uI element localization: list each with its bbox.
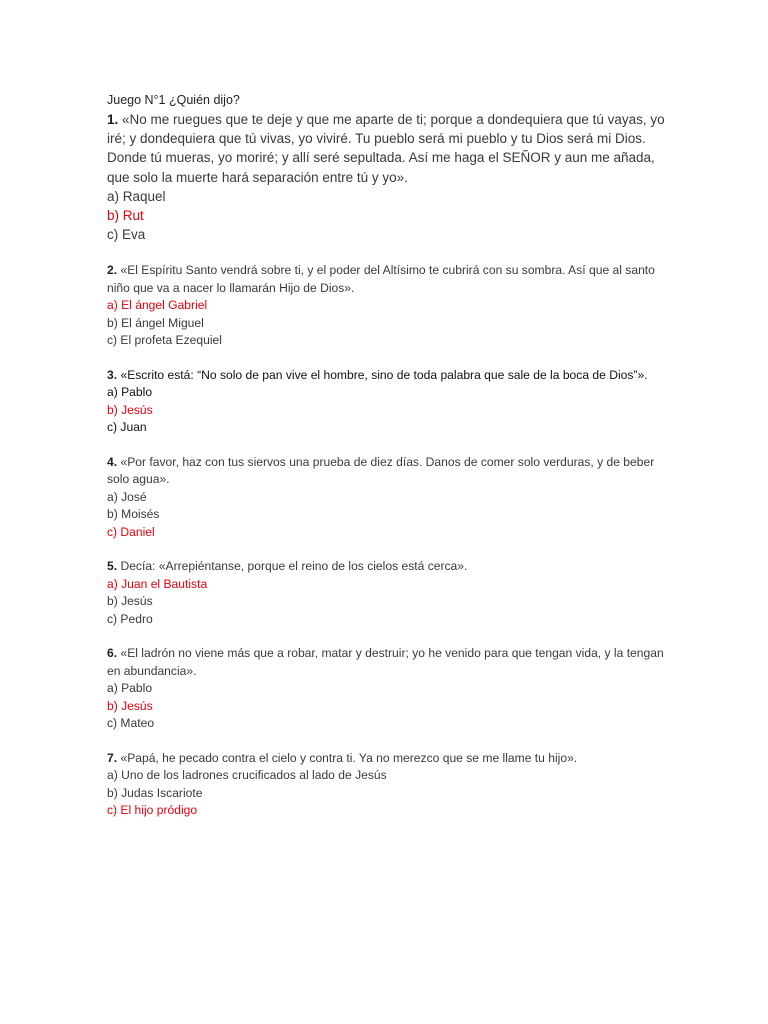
option-c-correct: c) Daniel xyxy=(107,524,155,539)
option-c: c) El profeta Ezequiel xyxy=(107,333,222,348)
option-c-correct: c) El hijo pródigo xyxy=(107,803,198,818)
question-5 xyxy=(107,558,667,628)
option-a-correct: a) Juan el Bautista xyxy=(107,576,208,591)
question-number: 5. xyxy=(107,559,118,574)
question-text xyxy=(107,750,667,768)
question-quote: «Papá, he pecado contra el cielo y contra ti. Ya no merezco que se me llame tu hijo». xyxy=(120,750,578,765)
option-b: b) El ángel Miguel xyxy=(107,315,204,330)
question-1 xyxy=(107,110,667,244)
option-b: b) Jesús xyxy=(107,594,153,609)
question-text xyxy=(107,367,667,385)
question-2 xyxy=(107,262,667,350)
option-b: b) Moisés xyxy=(107,507,160,522)
option-b-correct: b) Rut xyxy=(107,208,144,224)
question-7 xyxy=(107,750,667,820)
question-number: 3. xyxy=(107,367,118,382)
question-quote: Decía: «Arrepiéntanse, porque el reino de los cielos está cerca». xyxy=(120,559,468,574)
option-a: a) Raquel xyxy=(107,188,166,204)
option-b: b) Judas Iscariote xyxy=(107,785,203,800)
option-a: a) Uno de los ladrones crucificados al lado de Jesús xyxy=(107,768,387,783)
question-text xyxy=(107,262,667,297)
question-number: 7. xyxy=(107,750,118,765)
option-a: a) José xyxy=(107,489,147,504)
option-b-correct: b) Jesús xyxy=(107,402,153,417)
option-a: a) Pablo xyxy=(107,681,153,696)
document-page xyxy=(107,92,667,820)
option-c: c) Mateo xyxy=(107,716,155,731)
question-number: 2. xyxy=(107,263,118,278)
question-number: 6. xyxy=(107,646,118,661)
question-quote: «Escrito está: “No solo de pan vive el hombre, sino de toda palabra que sale de la boca de Dios”». xyxy=(120,367,648,382)
question-3 xyxy=(107,367,667,437)
option-b-correct: b) Jesús xyxy=(107,698,153,713)
option-c: c) Pedro xyxy=(107,611,153,626)
question-quote: «El Espíritu Santo vendrá sobre ti, y el poder del Altísimo te cubrirá con su sombra. Así que al santo niño que va a nacer lo llamarán Hijo de Dios». xyxy=(107,263,655,295)
question-number: 4. xyxy=(107,454,118,469)
option-a: a) Pablo xyxy=(107,385,153,400)
question-text xyxy=(107,110,667,187)
question-text xyxy=(107,558,667,576)
question-quote: «El ladrón no viene más que a robar, matar y destruir; yo he venido para que tengan vida, y la tengan en abundancia». xyxy=(107,646,664,678)
option-c: c) Eva xyxy=(107,227,146,243)
question-4 xyxy=(107,454,667,542)
question-6 xyxy=(107,645,667,733)
question-quote: «No me ruegues que te deje y que me aparte de ti; porque a dondequiera que tú vayas, yo iré; y dondequiera que tú vivas, yo viviré. Tu pueblo será mi pueblo y tu Dios será mi Dios. Donde tú mueras, yo moriré; y allí seré sepultada. Así me haga el SEÑOR y aun me añada, que solo la muerte hará separación entre tú y yo». xyxy=(107,112,665,185)
question-text xyxy=(107,645,667,680)
question-number: 1. xyxy=(107,112,119,127)
question-text xyxy=(107,454,667,489)
option-a-correct: a) El ángel Gabriel xyxy=(107,298,208,313)
question-quote: «Por favor, haz con tus siervos una prueba de diez días. Danos de comer solo verduras, y de beber solo agua». xyxy=(107,454,655,487)
page-title: Juego N°1 ¿Quién dijo? xyxy=(107,93,240,107)
option-c: c) Juan xyxy=(107,420,147,435)
